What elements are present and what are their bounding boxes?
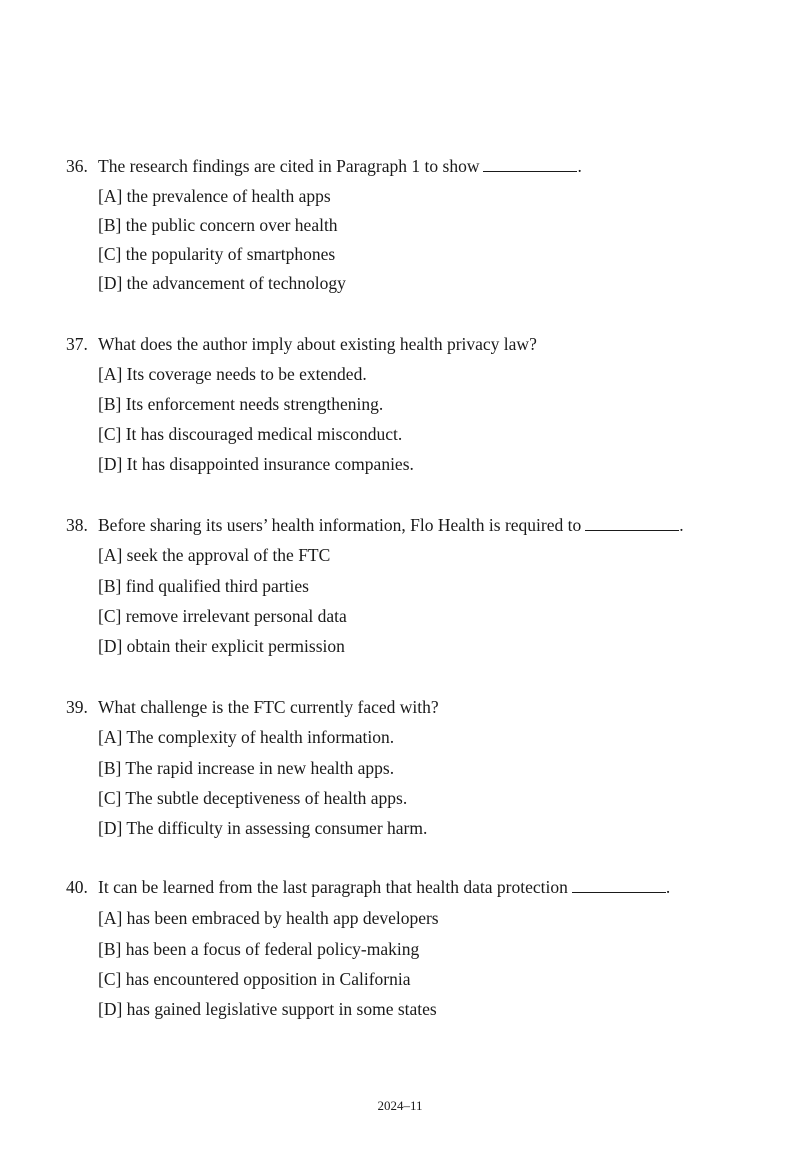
option-b: [B] find qualified third parties	[98, 576, 309, 596]
question-stem	[66, 333, 537, 355]
option-c: [C] has encountered opposition in California	[98, 969, 411, 989]
option-a: [A] seek the approval of the FTC	[98, 545, 331, 565]
question-number: 39.	[66, 697, 88, 717]
option-b: [B] The rapid increase in new health apps.	[98, 758, 395, 778]
option-a: [A] the prevalence of health apps	[98, 186, 331, 206]
question-text: What challenge is the FTC currently faced with?	[98, 697, 439, 717]
question-text: Before sharing its users’ health information, Flo Health is required to	[98, 515, 582, 535]
option-a: [A] The complexity of health information.	[98, 727, 395, 747]
option-c: [C] It has discouraged medical misconduct.	[98, 424, 403, 444]
question-end: .	[665, 877, 671, 897]
question-stem	[66, 155, 582, 177]
option-d: [D] The difficulty in assessing consumer harm.	[98, 818, 428, 838]
question-text: The research findings are cited in Paragraph 1 to show	[98, 156, 480, 176]
question-stem	[66, 876, 670, 898]
answer-blank	[483, 157, 577, 172]
option-d: [D] obtain their explicit permission	[98, 636, 345, 656]
question-number: 36.	[66, 156, 88, 176]
question-stem	[66, 514, 684, 536]
option-c: [C] the popularity of smartphones	[98, 244, 336, 264]
question-number: 37.	[66, 334, 88, 354]
answer-blank	[572, 878, 666, 893]
option-d: [D] It has disappointed insurance companies.	[98, 454, 414, 474]
question-text: What does the author imply about existing health privacy law?	[98, 334, 537, 354]
option-d: [D] the advancement of technology	[98, 273, 346, 293]
option-b: [B] has been a focus of federal policy-making	[98, 939, 420, 959]
question-stem	[66, 696, 439, 718]
question-end: .	[679, 515, 684, 535]
option-a: [A] Its coverage needs to be extended.	[98, 364, 367, 384]
option-c: [C] The subtle deceptiveness of health apps.	[98, 788, 408, 808]
page-footer: 2024–11	[377, 1098, 423, 1113]
option-c: [C] remove irrelevant personal data	[98, 606, 347, 626]
question-number: 38.	[66, 515, 88, 535]
option-b: [B] the public concern over health	[98, 215, 338, 235]
question-number: 40.	[66, 877, 88, 897]
question-end: .	[577, 156, 582, 176]
answer-blank	[585, 516, 679, 531]
option-d: [D] has gained legislative support in some states	[98, 999, 437, 1019]
option-b: [B] Its enforcement needs strengthening.	[98, 394, 384, 414]
option-a: [A] has been embraced by health app developers	[98, 908, 439, 928]
question-text: It can be learned from the last paragraph that health data protection	[98, 877, 568, 897]
